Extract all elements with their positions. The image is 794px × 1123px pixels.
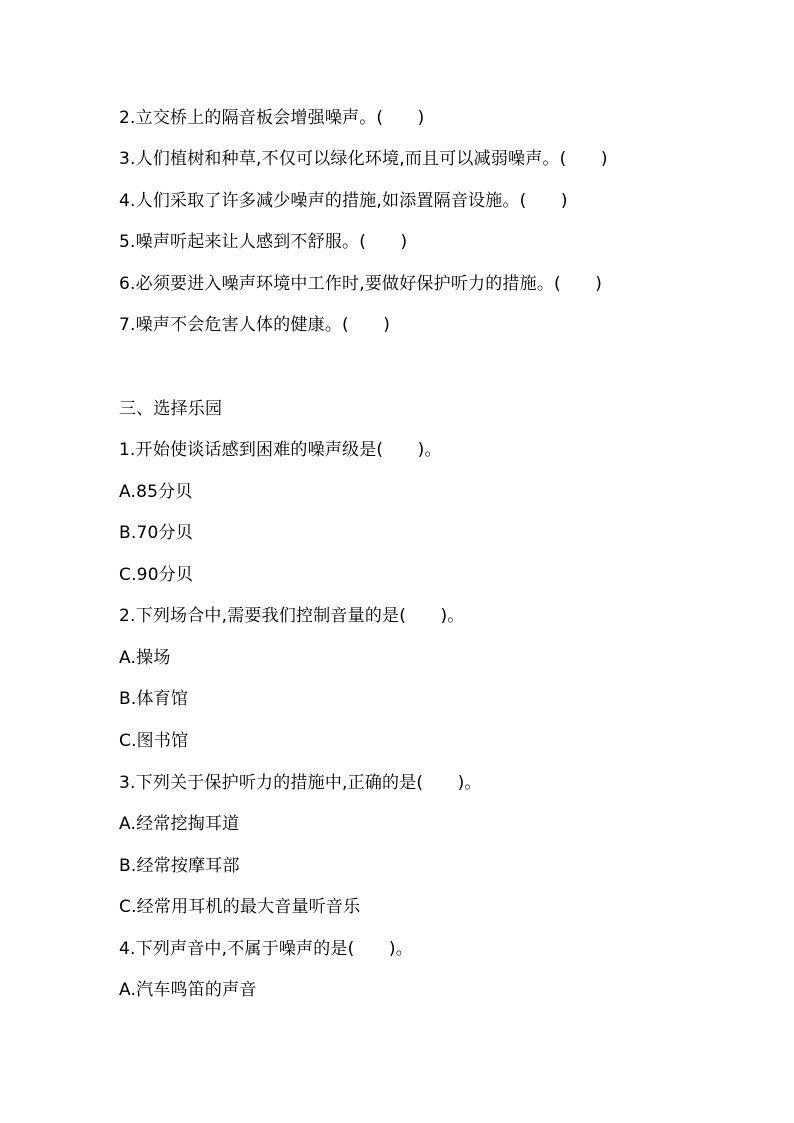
judgement-item-6: 6.必须要进入噪声环境中工作时,要做好保护听力的措施。( ) [119, 274, 603, 294]
question-3: 3.下列关于保护听力的措施中,正确的是( )。 [119, 773, 482, 793]
q3-option-c: C.经常用耳机的最大音量听音乐 [119, 897, 361, 917]
q1-option-c: C.90分贝 [119, 565, 194, 585]
q1-option-b: B.70分贝 [119, 523, 193, 543]
q2-option-b: B.体育馆 [119, 689, 189, 709]
q4-option-a: A.汽车鸣笛的声音 [119, 980, 257, 1000]
judgement-item-4: 4.人们采取了许多减少噪声的措施,如添置隔音设施。( ) [119, 191, 568, 211]
question-1: 1.开始使谈话感到困难的噪声级是( )。 [119, 440, 442, 460]
question-4: 4.下列声音中,不属于噪声的是( )。 [119, 939, 413, 959]
question-2: 2.下列场合中,需要我们控制音量的是( )。 [119, 606, 465, 626]
q2-option-c: C.图书馆 [119, 731, 189, 751]
section-title: 三、选择乐园 [119, 399, 223, 419]
judgement-item-7: 7.噪声不会危害人体的健康。( ) [119, 315, 391, 335]
q3-option-b: B.经常按摩耳部 [119, 856, 240, 876]
q3-option-a: A.经常挖掏耳道 [119, 814, 240, 834]
judgement-item-2: 2.立交桥上的隔音板会增强噪声。( ) [119, 108, 425, 128]
q2-option-a: A.操场 [119, 648, 171, 668]
q1-option-a: A.85分贝 [119, 482, 193, 502]
judgement-item-3: 3.人们植树和种草,不仅可以绿化环境,而且可以减弱噪声。( ) [119, 149, 608, 169]
judgement-item-5: 5.噪声听起来让人感到不舒服。( ) [119, 232, 408, 252]
